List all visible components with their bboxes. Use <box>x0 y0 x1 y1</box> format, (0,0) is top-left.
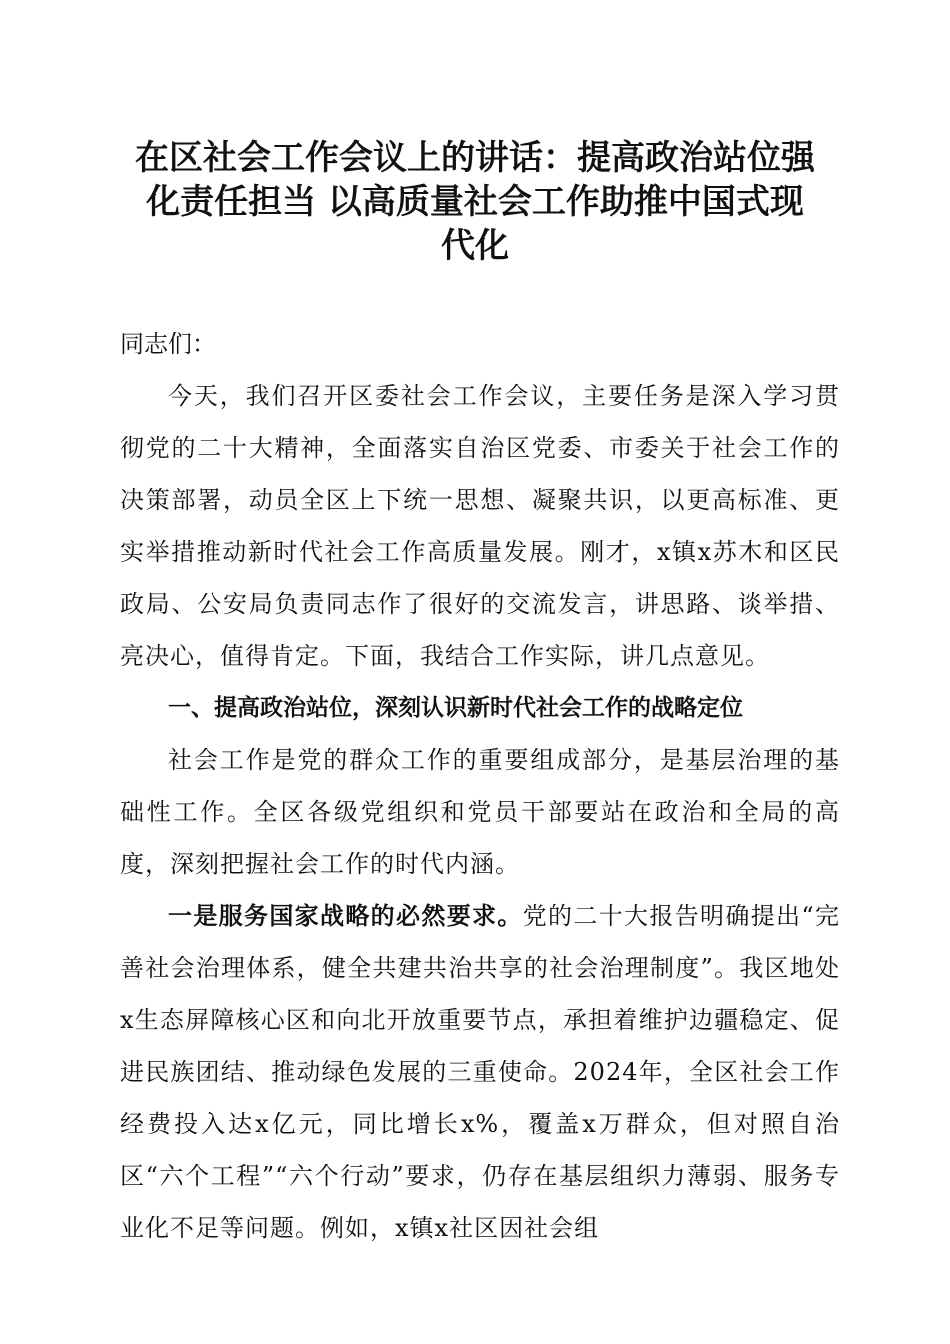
section-heading: 一、提高政治站位，深刻认识新时代社会工作的战略定位 <box>168 695 743 721</box>
point-paragraph <box>120 890 840 1254</box>
point-body: 党的二十大报告明确提出“完善社会治理体系，健全共建共治共享的社会治理制度”。我区地处x生态屏障核心区和向北开放重要节点，承担着维护边疆稳定、促进民族团结、推动绿色发展的三重使命。2024年，全区社会工作经费投入达x亿元，同比增长x%，覆盖x万群众，但对照自治区“六个工程”“六个行动”要求，仍存在基层组织力薄弱、服务专业化不足等问题。例如，x镇x社区因社会组 <box>120 902 840 1242</box>
section-intro-paragraph: 社会工作是党的群众工作的重要组成部分，是基层治理的基础性工作。全区各级党组织和党员干部要站在政治和全局的高度，深刻把握社会工作的时代内涵。 <box>120 746 840 878</box>
title-line-1: 在区社会工作会议上的讲话：提高政治站位强 <box>135 138 815 178</box>
document-title <box>110 136 840 268</box>
title-line-3: 代化 <box>441 226 509 266</box>
point-lead: 一是服务国家战略的必然要求。 <box>168 902 523 930</box>
title-line-2: 化责任担当 以高质量社会工作助推中国式现 <box>146 182 804 222</box>
salutation: 同志们： <box>120 330 216 358</box>
opening-paragraph: 今天，我们召开区委社会工作会议，主要任务是深入学习贯彻党的二十大精神，全面落实自治区党委、市委关于社会工作的决策部署，动员全区上下统一思想、凝聚共识，以更高标准、更实举措推动新时代社会工作高质量发展。刚才，x镇x苏木和区民政局、公安局负责同志作了很好的交流发言，讲思路、谈举措、亮决心，值得肯定。下面，我结合工作实际，讲几点意见。 <box>120 382 840 670</box>
document-body <box>120 318 840 1254</box>
